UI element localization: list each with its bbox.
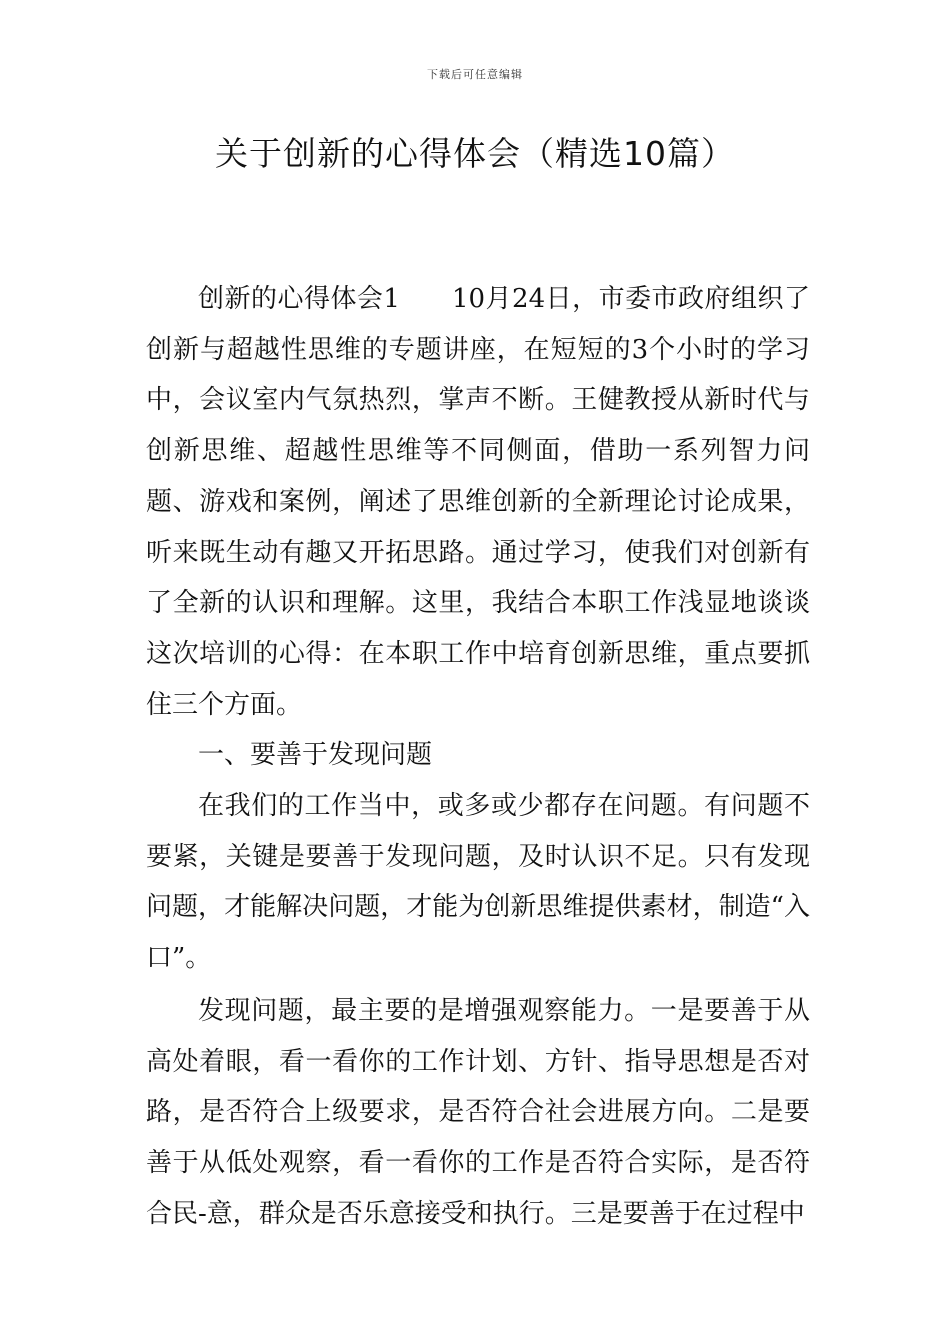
header-note: 下载后可任意编辑 [427, 68, 523, 81]
document-title: 关于创新的心得体会（精选10篇） [215, 134, 735, 173]
section-lead-label: 创新的心得体会1 [198, 284, 400, 314]
section-heading: 一、要善于发现问题 [198, 740, 433, 771]
paragraph: 在我们的工作当中，或多或少都存在问题。有问题不要紧，关键是要善于发现问题，及时认识不足。只有发现问题，才能解决问题，才能为创新思维提供素材，制造“入口”。 [146, 791, 810, 974]
document-body [146, 274, 810, 1239]
paragraph-intro [146, 274, 810, 730]
paragraph: 发现问题，最主要的是增强观察能力。一是要善于从高处着眼，看一看你的工作计划、方针、指导思想是否对路，是否符合上级要求，是否符合社会进展方向。二是要善于从低处观察，看一看你的工作是否符合实际，是否符合民-意，群众是否乐意接受和执行。三是要善于在过程中 [146, 995, 810, 1229]
paragraph-text: 10月24日，市委市政府组织了创新与超越性思维的专题讲座，在短短的3个小时的学习中，会议室内气氛热烈，掌声不断。王健教授从新时代与创新思维、超越性思维等不同侧面，借助一系列智力问题、游戏和案例，阐述了思维创新的全新理论讨论成果，听来既生动有趣又开拓思路。通过学习，使我们对创新有了全新的认识和理解。这里，我结合本职工作浅显地谈谈这次培训的心得：在本职工作中培育创新思维，重点要抓住三个方面。 [146, 284, 810, 720]
